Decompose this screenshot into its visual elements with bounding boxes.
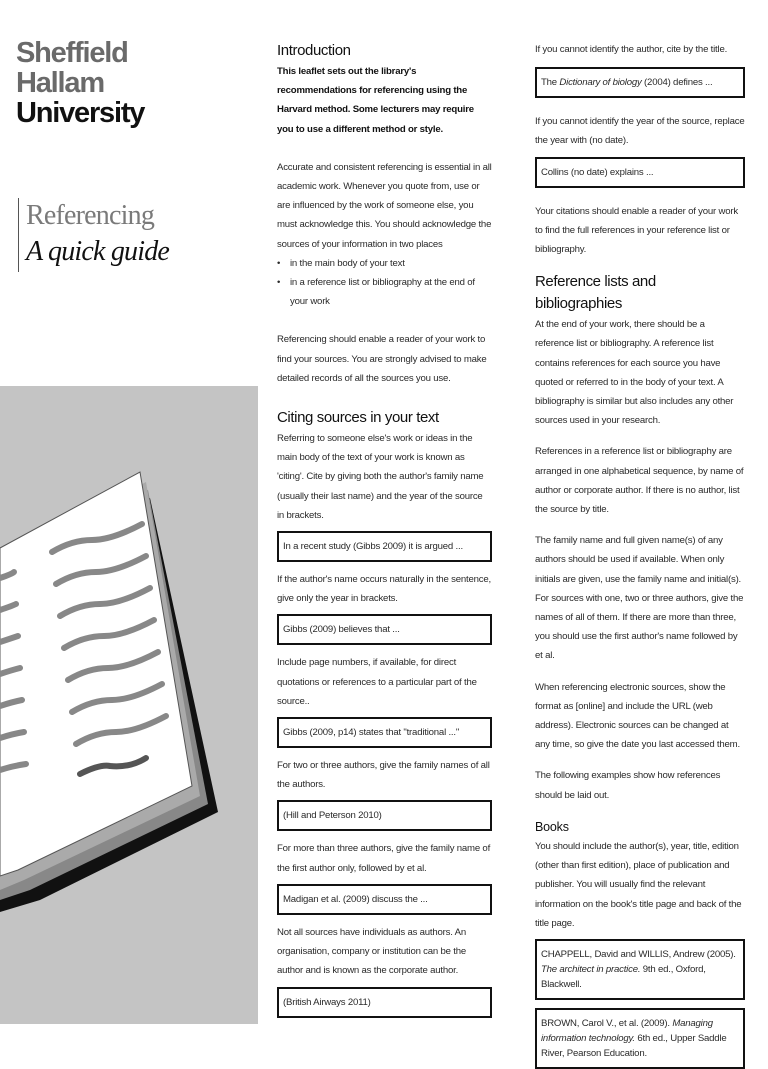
list-item: • in a reference list or bibliography at the end of your work	[277, 273, 492, 311]
paragraph: When referencing electronic sources, show the format as [online] and include the URL (web address). Electronic sources can be changed at any time, so give the date you last accessed them.	[535, 681, 740, 751]
paragraph: You should include the author(s), year, title, edition (other than first edition), place of publication and publisher. You will usually find the relevant information on the book's title page and back of the title page.	[535, 840, 742, 929]
paragraph: If you cannot identify the year of the source, replace the year with (no date).	[535, 116, 745, 147]
title-quick-guide: A quick guide	[26, 236, 170, 267]
example-text: CHAPPELL, David and WILLIS, Andrew (2005).	[541, 948, 736, 960]
logo-line-2: Hallam	[16, 67, 104, 99]
example-box: In a recent study (Gibbs 2009) it is argued ...	[277, 531, 492, 562]
paragraph: The family name and full given name(s) of any authors should be used if available. When only initials are given, use the family name and initial(s). For sources with one, two or three authors, give the names of all of them. If there are more than three, you should use the first author's name followed by et al.	[535, 535, 744, 662]
example-box	[535, 67, 745, 98]
example-box: Madigan et al. (2009) discuss the ...	[277, 884, 492, 915]
paragraph: Not all sources have individuals as authors. An organisation, company or institution can be the author and is known as the corporate author.	[277, 926, 466, 977]
paragraph: Accurate and consistent referencing is essential in all academic work. Whenever you quote from, use or are influenced by the work of someone else, you must acknowledge this. You should acknowledge the sources of your information in two places	[277, 161, 492, 250]
cover-panel	[0, 0, 258, 1024]
open-book-icon	[0, 460, 258, 920]
example-text: The	[541, 77, 560, 89]
example-title: Managing information technology.	[541, 1017, 713, 1044]
example-text: (2004) defines ...	[641, 77, 713, 89]
paragraph: References in a reference list or bibliography are arranged in one alphabetical sequence, by name of author or corporate author. If there is no author, list the source by title.	[535, 446, 744, 516]
example-box: Gibbs (2009) believes that ...	[277, 614, 492, 645]
citing-heading: Citing sources in your text	[277, 409, 439, 427]
university-logo	[16, 38, 144, 128]
paragraph: Referencing should enable a reader of your work to find your sources. You are strongly advised to make detailed records of all the sources you use.	[277, 334, 487, 384]
paragraph: If you cannot identify the author, cite by the title.	[535, 44, 728, 55]
paragraph: For more than three authors, give the family name of the first author only, followed by et al.	[277, 843, 491, 874]
paragraph: The following examples show how references should be laid out.	[535, 770, 721, 801]
column-1	[277, 40, 492, 1018]
example-text: 6th ed., Upper Saddle River, Pearson Education.	[541, 1032, 727, 1059]
paragraph: At the end of your work, there should be a reference list or bibliography. A reference list contains references for each source you have quoted or referred to in the body of your text. A bibliography is similar but also includes any other sources used in your research.	[535, 319, 734, 427]
logo-line-3: University	[16, 97, 145, 129]
paragraph: Your citations should enable a reader of your work to find the full references in your reference list or bibliography.	[535, 205, 738, 256]
example-text: BROWN, Carol V., et al. (2009).	[541, 1017, 673, 1029]
example-box: (Hill and Peterson 2010)	[277, 800, 492, 831]
logo-line-1: Sheffield	[16, 37, 128, 69]
column-2	[535, 40, 745, 1069]
example-box: Gibbs (2009, p14) states that "traditional ..."	[277, 717, 492, 748]
leaflet-title	[18, 198, 169, 272]
example-box	[535, 939, 745, 1000]
bullet-list	[277, 254, 492, 312]
example-box: (British Airways 2011)	[277, 987, 492, 1018]
paragraph: For two or three authors, give the family names of all the authors.	[277, 760, 490, 791]
intro-paragraph: This leaflet sets out the library's recommendations for referencing using the Harvard method. Some lecturers may require you to use a different method or style.	[277, 66, 474, 135]
paragraph: If the author's name occurs naturally in the sentence, give only the year in brackets.	[277, 574, 491, 605]
list-item: • in the main body of your text	[277, 254, 492, 273]
reference-lists-heading: Reference lists and bibliographies	[535, 273, 656, 313]
example-title: Dictionary of biology	[559, 77, 642, 89]
books-heading: Books	[535, 819, 569, 834]
introduction-heading: Introduction	[277, 42, 351, 59]
example-box	[535, 1008, 745, 1069]
paragraph: Referring to someone else's work or ideas in the main body of the text of your work is known as 'citing'. Cite by giving both the author's family name (usually their last name) and the year of the source in brackets.	[277, 433, 484, 521]
paragraph: Include page numbers, if available, for direct quotations or references to a particular part of the source..	[277, 657, 477, 707]
example-box: Collins (no date) explains ...	[535, 157, 745, 188]
example-title: The architect in practice.	[541, 963, 641, 975]
example-text: 9th ed., Oxford, Blackwell.	[541, 963, 706, 990]
title-referencing: Referencing	[26, 200, 155, 231]
